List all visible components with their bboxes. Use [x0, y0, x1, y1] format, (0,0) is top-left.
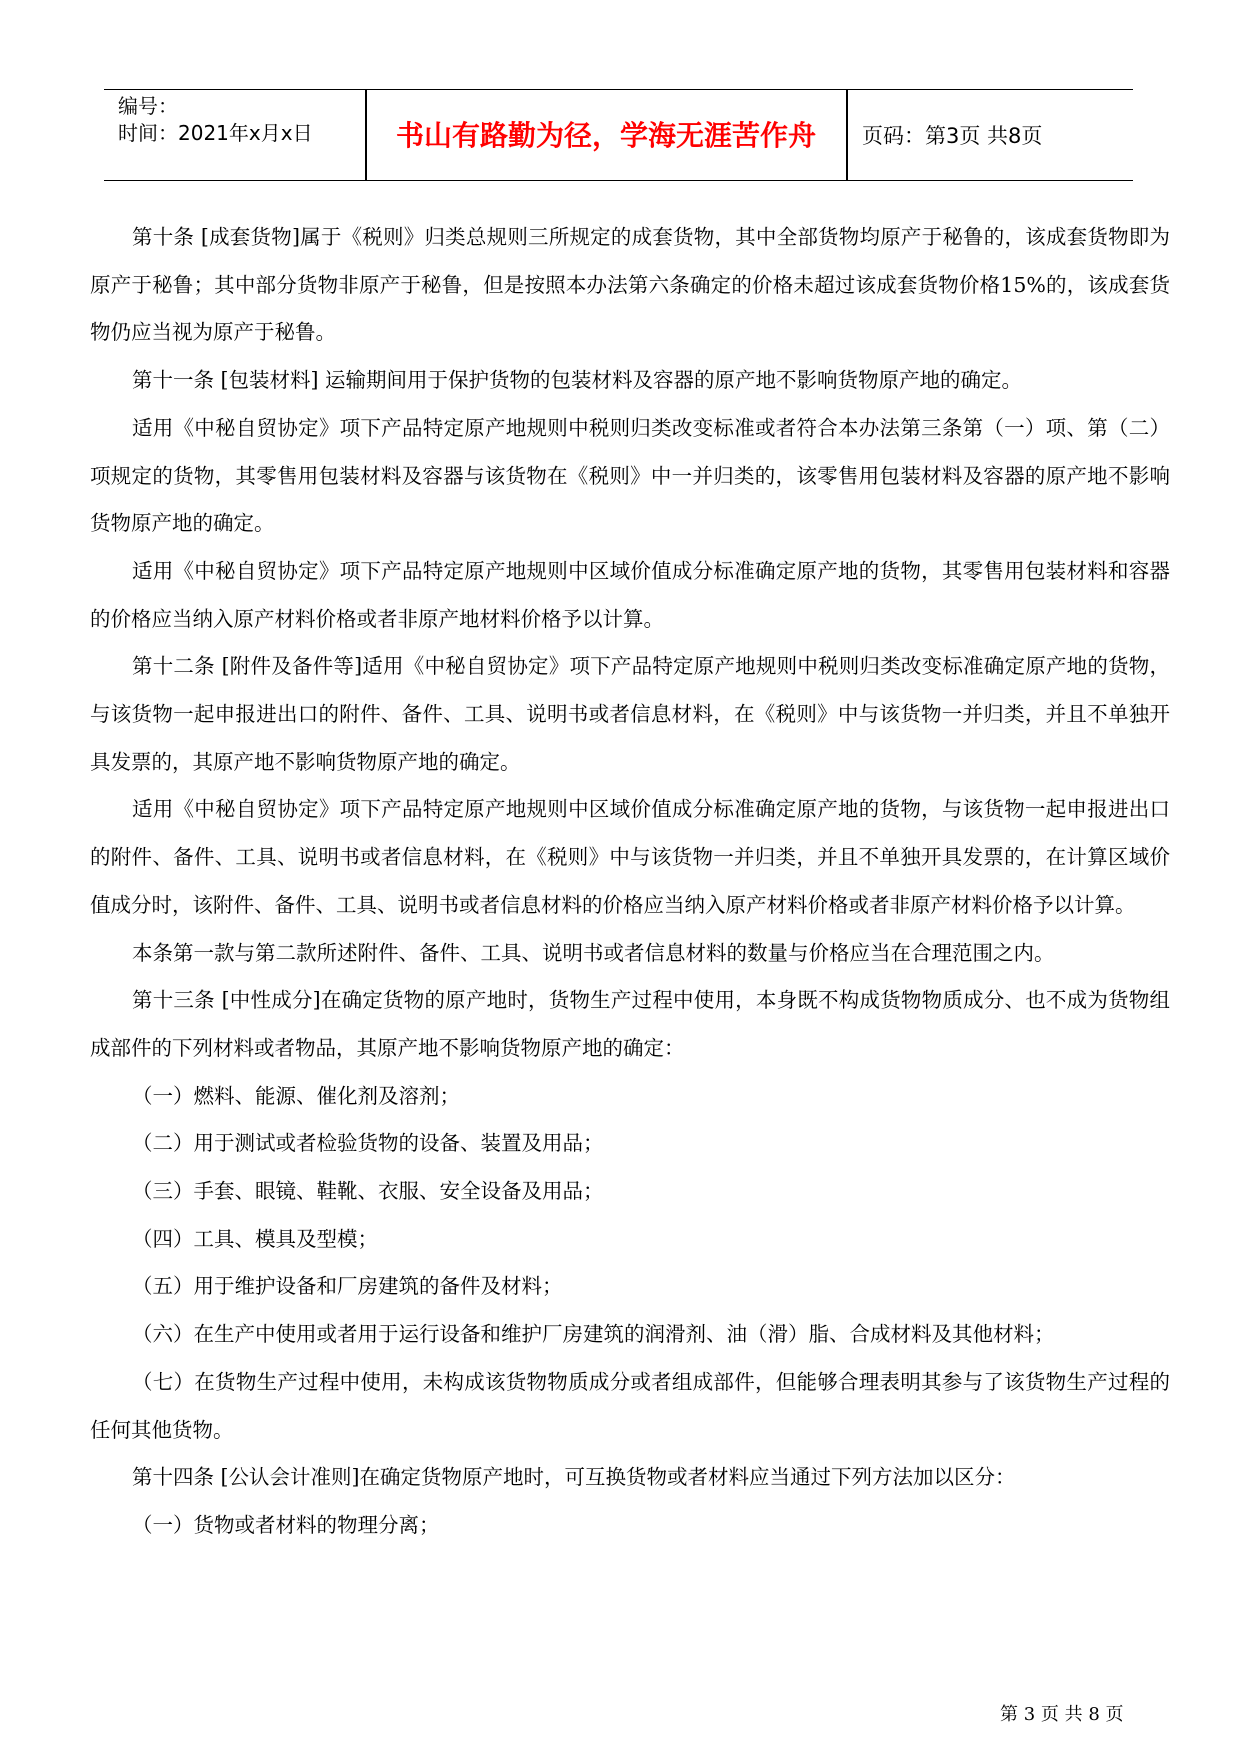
- list-item: （七）在货物生产过程中使用，未构成该货物物质成分或者组成部件，但能够合理表明其参与了该货物生产过程的任何其他货物。: [90, 1369, 1170, 1442]
- list-item: （四）工具、模具及型模；: [132, 1226, 378, 1251]
- paragraph: 本条第一款与第二款所述附件、备件、工具、说明书或者信息材料的数量与价格应当在合理范围之内。: [132, 940, 1055, 965]
- header-page-info: 页码：第3页 共8页: [862, 124, 1043, 148]
- paragraph: 第十四条 [公认会计准则]在确定货物原产地时，可互换货物或者材料应当通过下列方法加以区分：: [132, 1465, 1016, 1490]
- paragraph: 适用《中秘自贸协定》项下产品特定原产地规则中区域价值成分标准确定原产地的货物，其零售用包装材料和容器的价格应当纳入原产材料价格或者非原产地材料价格予以计算。: [90, 558, 1170, 631]
- document-body: [90, 214, 1170, 1550]
- paragraph: 第十一条 [包装材料] 运输期间用于保护货物的包装材料及容器的原产地不影响货物原产地的确定。: [132, 368, 1023, 393]
- list-item: （三）手套、眼镜、鞋靴、衣服、安全设备及用品；: [132, 1179, 604, 1204]
- paragraph: 适用《中秘自贸协定》项下产品特定原产地规则中税则归类改变标准或者符合本办法第三条第（一）项、第（二）项规定的货物，其零售用包装材料及容器与该货物在《税则》中一并归类的，该零售用包装材料及容器的原产地不影响货物原产地的确定。: [90, 415, 1170, 536]
- header-motto: 书山有路勤为径，学海无涯苦作舟: [395, 119, 816, 152]
- paragraph: 第十条 [成套货物]属于《税则》归类总规则三所规定的成套货物，其中全部货物均原产于秘鲁的，该成套货物即为原产于秘鲁；其中部分货物非原产于秘鲁，但是按照本办法第六条确定的价格未超过该成套货物价格15%的，该成套货物仍应当视为原产于秘鲁。: [90, 225, 1170, 345]
- paragraph: 第十三条 [中性成分]在确定货物的原产地时，货物生产过程中使用，本身既不构成货物物质成分、也不成为货物组成部件的下列材料或者物品，其原产地不影响货物原产地的确定：: [90, 988, 1170, 1060]
- header-meta: [118, 93, 313, 147]
- document-time-label: 时间：2021年x月x日: [118, 121, 313, 145]
- paragraph: 适用《中秘自贸协定》项下产品特定原产地规则中区域价值成分标准确定原产地的货物，与该货物一起申报进出口的附件、备件、工具、说明书或者信息材料，在《税则》中与该货物一并归类，并且不单独开具发票的，在计算区域价值成分时，该附件、备件、工具、说明书或者信息材料的价格应当纳入原产材料价格或者非原产材料价格予以计算。: [90, 797, 1170, 917]
- list-item: （五）用于维护设备和厂房建筑的备件及材料；: [132, 1274, 563, 1299]
- list-item: （一）货物或者材料的物理分离；: [132, 1512, 440, 1537]
- paragraph: 第十二条 [附件及备件等]适用《中秘自贸协定》项下产品特定原产地规则中税则归类改变标准确定原产地的货物，与该货物一起申报进出口的附件、备件、工具、说明书或者信息材料，在《税则》中与该货物一并归类，并且不单独开具发票的，其原产地不影响货物原产地的确定。: [90, 654, 1170, 774]
- page-header: [104, 89, 1133, 181]
- page-footer: 第 3 页 共 8 页: [1000, 1704, 1124, 1725]
- header-divider: [846, 90, 848, 180]
- list-item: （一）燃料、能源、催化剂及溶剂；: [132, 1083, 460, 1108]
- list-item: （二）用于测试或者检验货物的设备、装置及用品；: [132, 1131, 604, 1156]
- list-item: （六）在生产中使用或者用于运行设备和维护厂房建筑的润滑剂、油（滑）脂、合成材料及其他材料；: [132, 1322, 1055, 1347]
- document-number-label: 编号：: [118, 94, 178, 118]
